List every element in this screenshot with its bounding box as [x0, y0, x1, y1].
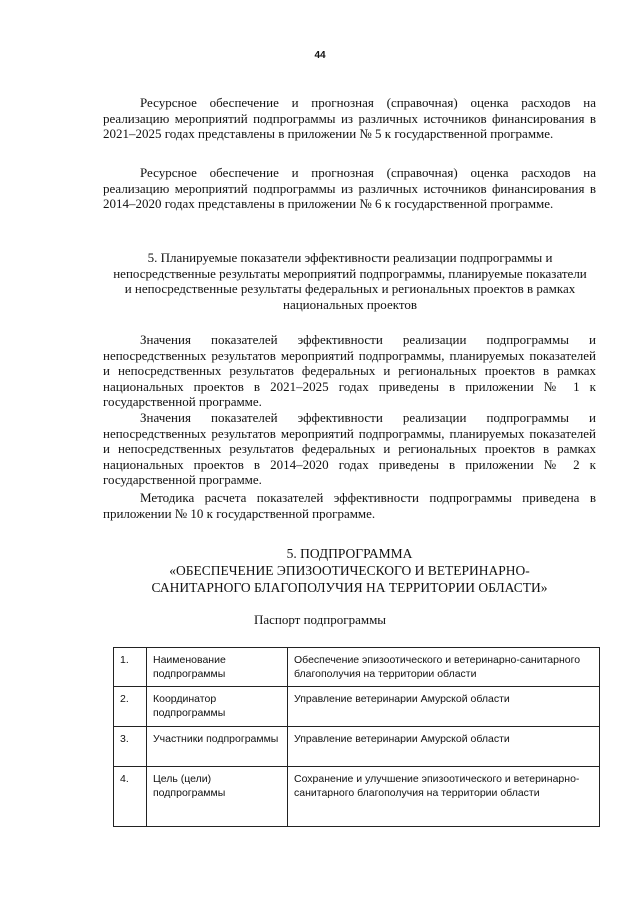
paragraph-methodology: Методика расчета показателей эффективности подпрограммы приведена в приложении № 10 к государственной программе. — [103, 490, 596, 521]
paragraph-funding-2021: Ресурсное обеспечение и прогнозная (справочная) оценка расходов на реализацию мероприятий подпрограммы из различных источников финансирования в 2021–2025 годах представлены в приложении № 5 к государственной программе. — [103, 95, 596, 141]
passport-table — [113, 647, 600, 827]
row-number: 2. — [114, 687, 147, 727]
subprogram-title-line1: 5. ПОДПРОГРАММА — [286, 546, 413, 561]
section-heading: 5. Планируемые показатели эффективности реализации подпрограммы и непосредственные результаты мероприятий подпрограммы, планируемые показатели и непосредственные результаты федеральных и региональных проектов в рамках национальных проектов — [113, 250, 587, 312]
row-label: Наименование подпрограммы — [147, 648, 288, 687]
row-value: Сохранение и улучшение эпизоотического и ветеринарно-санитарного благополучия на территории области — [288, 767, 600, 827]
table-row — [114, 727, 600, 767]
table-row — [114, 648, 600, 687]
row-label: Участники подпрограммы — [147, 727, 288, 767]
paragraph-indicators-2021: Значения показателей эффективности реализации подпрограммы и непосредственных результатов мероприятий подпрограммы, планируемых показателей и непосредственных результатов федеральных и региональных проектов в рамках национальных проектов в 2021–2025 годах приведены в приложении № 1 к государственной программе. — [103, 332, 596, 409]
subprogram-title-line2: «ОБЕСПЕЧЕНИЕ ЭПИЗООТИЧЕСКОГО И ВЕТЕРИНАРНО- — [169, 563, 530, 578]
row-value: Управление ветеринарии Амурской области — [288, 687, 600, 727]
row-label: Цель (цели) подпрограммы — [147, 767, 288, 827]
page-number: 44 — [314, 50, 326, 61]
table-row — [114, 767, 600, 827]
row-value: Обеспечение эпизоотического и ветеринарно-санитарного благополучия на территории области — [288, 648, 600, 687]
row-number: 3. — [114, 727, 147, 767]
row-number: 4. — [114, 767, 147, 827]
passport-title: Паспорт подпрограммы — [253, 612, 387, 627]
row-value: Управление ветеринарии Амурской области — [288, 727, 600, 767]
paragraph-funding-2014: Ресурсное обеспечение и прогнозная (справочная) оценка расходов на реализацию мероприятий подпрограммы из различных источников финансирования в 2014–2020 годах представлены в приложении № 6 к государственной программе. — [103, 165, 596, 211]
row-label: Координатор подпрограммы — [147, 687, 288, 727]
row-number: 1. — [114, 648, 147, 687]
table-row — [114, 687, 600, 727]
paragraph-indicators-2014: Значения показателей эффективности реализации подпрограммы и непосредственных результатов мероприятий подпрограммы, планируемых показателей и непосредственных результатов федеральных и региональных проектов в рамках национальных проектов в 2014–2020 годах приведены в приложении № 2 к государственной программе. — [103, 410, 596, 487]
subprogram-title-line3: САНИТАРНОГО БЛАГОПОЛУЧИЯ НА ТЕРРИТОРИИ ОБЛАСТИ» — [151, 580, 548, 595]
